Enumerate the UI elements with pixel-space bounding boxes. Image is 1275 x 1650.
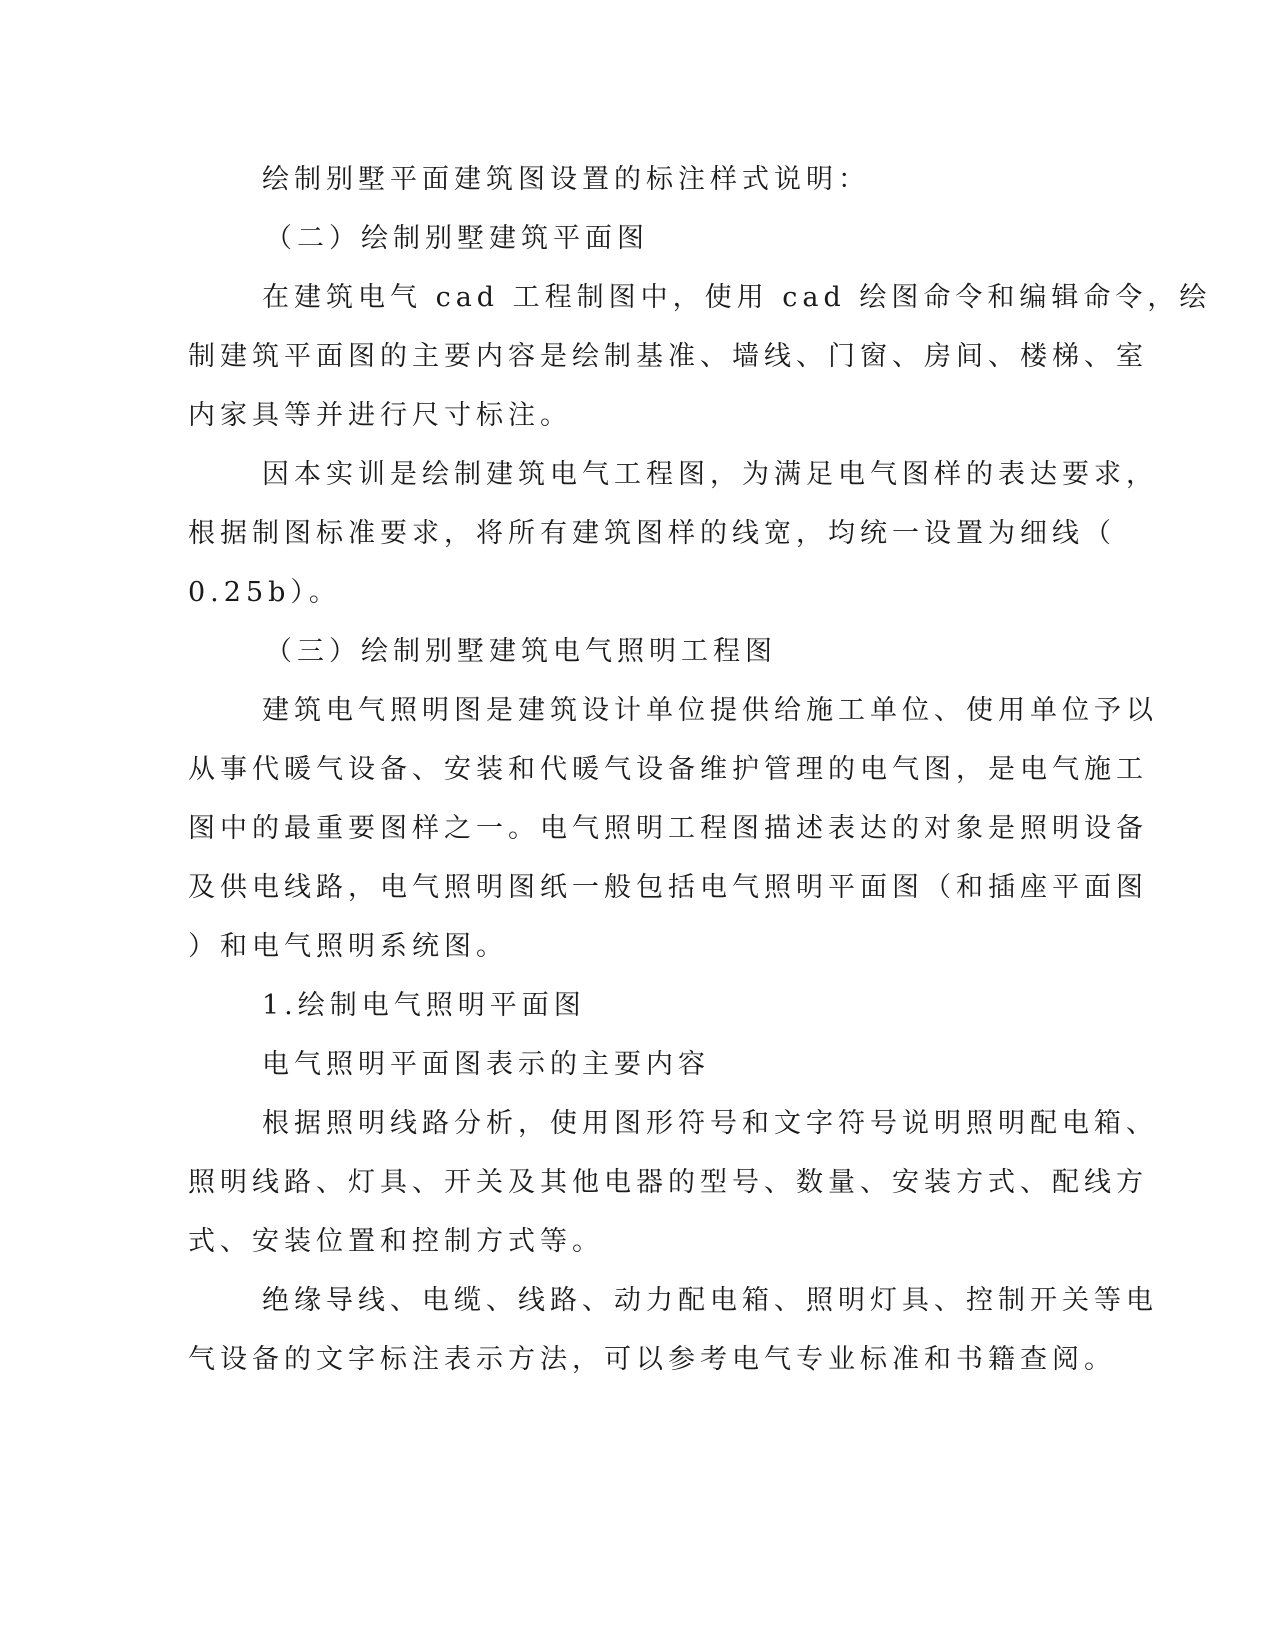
paragraph-line: 绝缘导线、电缆、线路、动力配电箱、照明灯具、控制开关等电 xyxy=(262,1285,1158,1316)
paragraph-line: 气设备的文字标注表示方法，可以参考电气专业标准和书籍查阅。 xyxy=(188,1344,1116,1375)
section-heading-3: （三）绘制别墅建筑电气照明工程图 xyxy=(265,636,777,667)
paragraph-line: 内家具等并进行尺寸标注。 xyxy=(188,400,572,431)
section-heading-2: （二）绘制别墅建筑平面图 xyxy=(265,223,649,254)
paragraph-line: 电气照明平面图表示的主要内容 xyxy=(262,1049,710,1080)
paragraph-line: 从事代暖气设备、安装和代暖气设备维护管理的电气图，是电气施工 xyxy=(188,754,1148,785)
subsection-heading: 1.绘制电气照明平面图 xyxy=(262,990,586,1021)
paragraph-line: 根据照明线路分析，使用图形符号和文字符号说明照明配电箱、 xyxy=(262,1108,1158,1139)
paragraph-line: 及供电线路，电气照明图纸一般包括电气照明平面图（和插座平面图 xyxy=(188,872,1148,903)
paragraph-line: 图中的最重要图样之一。电气照明工程图描述表达的对象是照明设备 xyxy=(188,813,1148,844)
paragraph-line: 建筑电气照明图是建筑设计单位提供给施工单位、使用单位予以 xyxy=(262,695,1158,726)
paragraph-line: 根据制图标准要求，将所有建筑图样的线宽，均统一设置为细线（ xyxy=(188,518,1116,549)
paragraph-line: 因本实训是绘制建筑电气工程图，为满足电气图样的表达要求， xyxy=(262,459,1158,490)
paragraph-annotation-style-note: 绘制别墅平面建筑图设置的标注样式说明： xyxy=(262,164,870,195)
paragraph-line: 在建筑电气 cad 工程制图中，使用 cad 绘图命令和编辑命令，绘 xyxy=(262,282,1212,313)
paragraph-line: 制建筑平面图的主要内容是绘制基准、墙线、门窗、房间、楼梯、室 xyxy=(188,341,1148,372)
paragraph-line: 式、安装位置和控制方式等。 xyxy=(188,1226,604,1257)
paragraph-line: 照明线路、灯具、开关及其他电器的型号、数量、安装方式、配线方 xyxy=(188,1167,1148,1198)
paragraph-line: ）和电气照明系统图。 xyxy=(188,931,508,962)
paragraph-line: 0.25b）。 xyxy=(188,577,341,608)
